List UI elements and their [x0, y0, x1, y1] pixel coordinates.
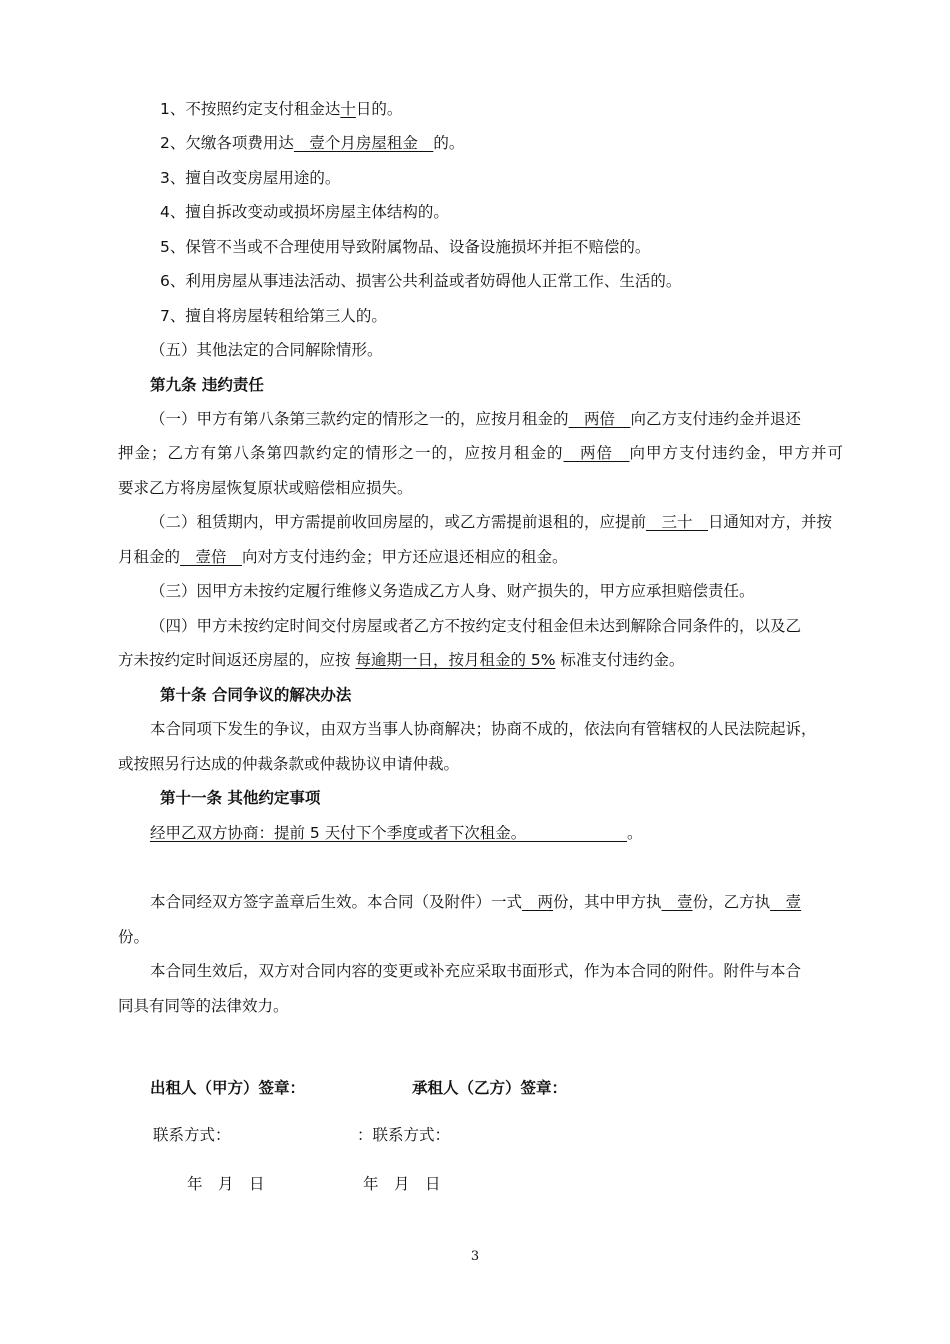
lessee-contact-label: ：联系方式： — [357, 1126, 451, 1144]
lessor-signature-label: 出租人（甲方）签章： — [150, 1079, 306, 1097]
article-11-heading: 第十一条 其他约定事项 — [160, 789, 321, 807]
article-10-line-2: 或按照另行达成的仲裁条款或仲裁协议申请仲裁。 — [118, 755, 460, 773]
lessor-contact-label: 联系方式： — [153, 1126, 231, 1144]
terminate-item-1: 1、不按照约定支付租金达十日的。 — [160, 100, 403, 118]
article-9-heading: 第九条 违约责任 — [150, 376, 264, 394]
terminate-item-6: 6、利用房屋从事违法活动、损害公共利益或者妨碍他人正常工作、生活的。 — [160, 272, 682, 290]
article-10-heading: 第十条 合同争议的解决办法 — [160, 686, 352, 704]
page-number: 3 — [470, 1249, 480, 1264]
terminate-item-5-other: （五）其他法定的合同解除情形。 — [150, 341, 383, 359]
terminate-item-3: 3、擅自改变房屋用途的。 — [160, 169, 341, 187]
lessee-signature-label: 承租人（乙方）签章： — [412, 1079, 568, 1097]
terminate-item-2: 2、欠缴各项费用达 壹个月房屋租金 的。 — [160, 134, 465, 152]
article-9-clause-2-line-2: 月租金的 壹倍 向对方支付违约金；甲方还应退还相应的租金。 — [118, 548, 568, 566]
terminate-item-4: 4、擅自拆改变动或损坏房屋主体结构的。 — [160, 203, 449, 221]
lessee-date: 年 月 日 — [363, 1175, 441, 1193]
amendment-clause-line-1: 本合同生效后，双方对合同内容的变更或补充应采取书面形式，作为本合同的附件。附件与本合 — [150, 962, 802, 980]
article-9-clause-2-line-1: （二）租赁期内，甲方需提前收回房屋的，或乙方需提前退租的，应提前 三十 日通知对方，并按 — [150, 513, 833, 531]
article-9-clause-3: （三）因甲方未按约定履行维修义务造成乙方人身、财产损失的，甲方应承担赔偿责任。 — [150, 582, 755, 600]
effect-clause-line-1: 本合同经双方签字盖章后生效。本合同（及附件）一式 两份，其中甲方执 壹份，乙方执 壹 — [150, 893, 802, 911]
amendment-clause-line-2: 同具有同等的法律效力。 — [118, 997, 289, 1015]
terminate-item-5: 5、保管不当或不合理使用导致附属物品、设备设施损坏并拒不赔偿的。 — [160, 238, 651, 256]
article-9-clause-1-line-3: 要求乙方将房屋恢复原状或赔偿相应损失。 — [118, 479, 413, 497]
article-9-clause-4-line-1: （四）甲方未按约定时间交付房屋或者乙方不按约定支付租金但未达到解除合同条件的，以及乙 — [150, 617, 802, 635]
article-9-clause-1-line-2: 押金；乙方有第八条第四款约定的情形之一的，应按月租金的 两倍 向甲方支付违约金，甲方并可 — [118, 444, 843, 462]
article-9-clause-1-line-1: （一）甲方有第八条第三款约定的情形之一的，应按月租金的 两倍 向乙方支付违约金并退还 — [150, 410, 802, 428]
article-11-content: 经甲乙双方协商：提前 5 天付下个季度或者下次租金。 。 — [150, 824, 643, 842]
effect-clause-line-2: 份。 — [118, 928, 150, 946]
terminate-item-7: 7、擅自将房屋转租给第三人的。 — [160, 307, 387, 325]
article-10-line-1: 本合同项下发生的争议，由双方当事人协商解决；协商不成的，依法向有管辖权的人民法院起诉， — [150, 720, 817, 738]
article-9-clause-4-line-2: 方未按约定时间返还房屋的，应按 每逾期一日，按月租金的 5% 标准支付违约金。 — [118, 651, 685, 669]
lessor-date: 年 月 日 — [187, 1175, 265, 1193]
